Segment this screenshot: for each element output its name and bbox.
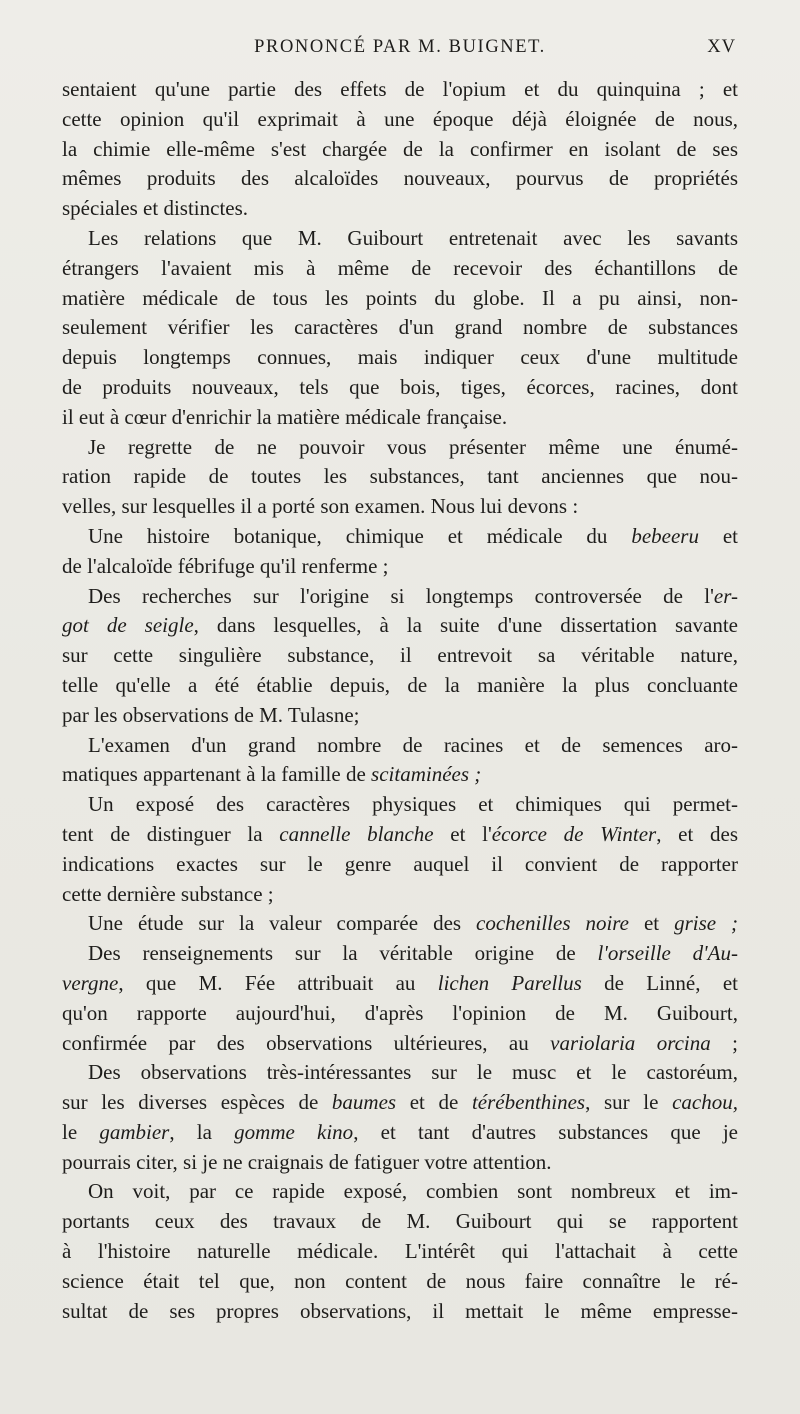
text-line: [62, 760, 738, 790]
text-line: [62, 641, 738, 671]
text-line: [62, 1029, 738, 1059]
text-segment: et: [629, 911, 675, 936]
text-line: [62, 492, 738, 522]
text-line: [62, 433, 738, 463]
text-segment: , dans lesquelles, à la suite d'une dissertation savante: [193, 613, 738, 638]
italic-term: cannelle blanche: [279, 821, 434, 846]
text-line: [62, 1237, 738, 1267]
italic-term: bebeeru: [631, 523, 699, 548]
text-line: [62, 403, 738, 433]
text-line: [62, 343, 738, 373]
text-segment: et: [698, 523, 738, 548]
text-line: [62, 909, 738, 939]
text-segment: Je regrette de ne pouvoir vous présenter même une énumé-: [88, 434, 738, 459]
text-line: [62, 1297, 738, 1327]
text-segment: et de: [396, 1090, 472, 1115]
text-segment: de Linné, et: [581, 970, 738, 995]
text-line: [62, 75, 738, 105]
text-line: [62, 850, 738, 880]
text-line: [62, 373, 738, 403]
text-segment: sur les diverses espèces de: [62, 1090, 332, 1115]
text-segment: matiques appartenant à la famille de: [62, 762, 372, 787]
text-line: [62, 820, 738, 850]
text-segment: ration rapide de toutes les substances, tant anciennes que nou-: [62, 464, 738, 489]
italic-term: gomme kino: [234, 1119, 354, 1144]
text-segment: sur cette singulière substance, il entrevoit sa véritable nature,: [62, 643, 738, 668]
page-number: XV: [707, 37, 736, 57]
text-segment: à l'histoire naturelle médicale. L'intérêt qui l'attachait à cette: [62, 1239, 738, 1264]
text-line: [62, 671, 738, 701]
italic-term: baumes: [331, 1090, 397, 1115]
text-segment: de produits nouveaux, tels que bois, tiges, écorces, racines, dont: [62, 374, 738, 399]
text-line: [62, 164, 738, 194]
text-segment: Des observations très-intéressantes sur le musc et le castoréum,: [88, 1060, 738, 1085]
text-segment: Des recherches sur l'origine si longtemps controversée de l': [88, 583, 714, 608]
text-line: [62, 1058, 738, 1088]
text-line: [62, 1267, 738, 1297]
italic-term: gambier: [99, 1119, 170, 1144]
text-segment: seulement vérifier les caractères d'un grand nombre de substances: [62, 315, 738, 340]
text-line: [62, 105, 738, 135]
text-segment: portants ceux des travaux de M. Guibourt qui se rapportent: [62, 1209, 738, 1234]
italic-term: grise ;: [674, 911, 738, 936]
text-segment: cette opinion qu'il exprimait à une époque déjà éloignée de nous,: [62, 106, 738, 131]
text-line: [62, 999, 738, 1029]
body-text: [62, 75, 738, 1326]
text-line: [62, 224, 738, 254]
text-line: [62, 939, 738, 969]
italic-term: térébenthines: [471, 1090, 586, 1115]
text-segment: qu'on rapporte aujourd'hui, d'après l'opinion de M. Guibourt,: [62, 1000, 738, 1025]
text-segment: telle qu'elle a été établie depuis, de la manière la plus concluante: [62, 672, 738, 697]
running-title: PRONONCÉ PAR M. BUIGNET.: [254, 37, 546, 57]
text-line: [62, 1088, 738, 1118]
text-segment: la chimie elle-même s'est chargée de la confirmer en isolant de ses: [62, 136, 738, 161]
text-segment: , la: [169, 1119, 235, 1144]
text-line: [62, 701, 738, 731]
text-line: [62, 462, 738, 492]
text-segment: , et des: [656, 821, 738, 846]
italic-term: er-: [713, 583, 738, 608]
text-segment: sentaient qu'une partie des effets de l'opium et du quinquina ; et: [62, 77, 738, 101]
italic-term: got de seigle: [62, 613, 194, 638]
text-segment: Une histoire botanique, chimique et médicale du: [88, 523, 632, 548]
text-segment: Un exposé des caractères physiques et chimiques qui permet-: [88, 792, 738, 817]
text-line: [62, 969, 738, 999]
text-segment: indications exactes sur le genre auquel il convient de rapporter: [62, 851, 738, 876]
text-line: [62, 1177, 738, 1207]
text-segment: , et tant d'autres substances que je: [353, 1119, 738, 1144]
text-segment: matière médicale de tous les points du globe. Il a pu ainsi, non-: [62, 285, 738, 310]
italic-term: l'orseille d'Au-: [597, 941, 738, 966]
text-segment: sultat de ses propres observations, il mettait le même empresse-: [62, 1298, 738, 1323]
text-segment: depuis longtemps connues, mais indiquer ceux d'une multitude: [62, 345, 738, 370]
italic-term: écorce de Winter: [491, 821, 657, 846]
text-segment: mêmes produits des alcaloïdes nouveaux, pourvus de propriétés: [62, 166, 738, 191]
text-line: [62, 194, 738, 224]
text-segment: par les observations de M. Tulasne;: [62, 702, 360, 727]
running-header: [62, 37, 738, 67]
text-segment: Des renseignements sur la véritable origine de: [88, 941, 598, 966]
text-segment: , sur le: [585, 1090, 673, 1115]
italic-term: lichen Parellus: [437, 970, 582, 995]
text-segment: et l': [433, 821, 492, 846]
text-line: [62, 582, 738, 612]
text-line: [62, 611, 738, 641]
text-line: [62, 552, 738, 582]
text-line: [62, 1148, 738, 1178]
text-segment: science était tel que, non content de nous faire connaître le ré-: [62, 1268, 738, 1293]
text-segment: L'examen d'un grand nombre de racines et de semences aro-: [88, 732, 738, 757]
text-segment: tent de distinguer la: [62, 821, 280, 846]
text-line: [62, 313, 738, 343]
text-segment: spéciales et distinctes.: [62, 196, 249, 221]
text-line: [62, 880, 738, 910]
text-line: [62, 135, 738, 165]
italic-term: cochenilles noire: [476, 911, 629, 936]
italic-term: vergne: [62, 970, 119, 995]
text-segment: pourrais citer, si je ne craignais de fatiguer votre attention.: [62, 1149, 552, 1174]
italic-term: variolaria orcina: [550, 1030, 711, 1055]
text-segment: le: [62, 1119, 100, 1144]
text-segment: étrangers l'avaient mis à même de recevoir des échantillons de: [62, 255, 738, 280]
text-line: [62, 731, 738, 761]
text-line: [62, 1207, 738, 1237]
text-line: [62, 790, 738, 820]
italic-term: cachou,: [672, 1090, 738, 1115]
text-line: [62, 254, 738, 284]
text-segment: il eut à cœur d'enrichir la matière médicale française.: [62, 404, 508, 429]
text-line: [62, 1118, 738, 1148]
text-segment: de l'alcaloïde fébrifuge qu'il renferme ;: [62, 553, 389, 578]
italic-term: scitaminées ;: [371, 762, 482, 787]
text-line: [62, 284, 738, 314]
text-segment: Une étude sur la valeur comparée des: [88, 911, 477, 936]
text-segment: velles, sur lesquelles il a porté son examen. Nous lui devons :: [62, 494, 579, 519]
text-segment: Les relations que M. Guibourt entretenait avec les savants: [88, 225, 738, 250]
text-segment: , que M. Fée attribuait au: [118, 970, 438, 995]
text-segment: confirmée par des observations ultérieures, au: [62, 1030, 551, 1055]
text-segment: On voit, par ce rapide exposé, combien sont nombreux et im-: [88, 1179, 738, 1204]
text-segment: cette dernière substance ;: [62, 881, 274, 906]
text-line: [62, 522, 738, 552]
text-segment: ;: [710, 1030, 738, 1055]
